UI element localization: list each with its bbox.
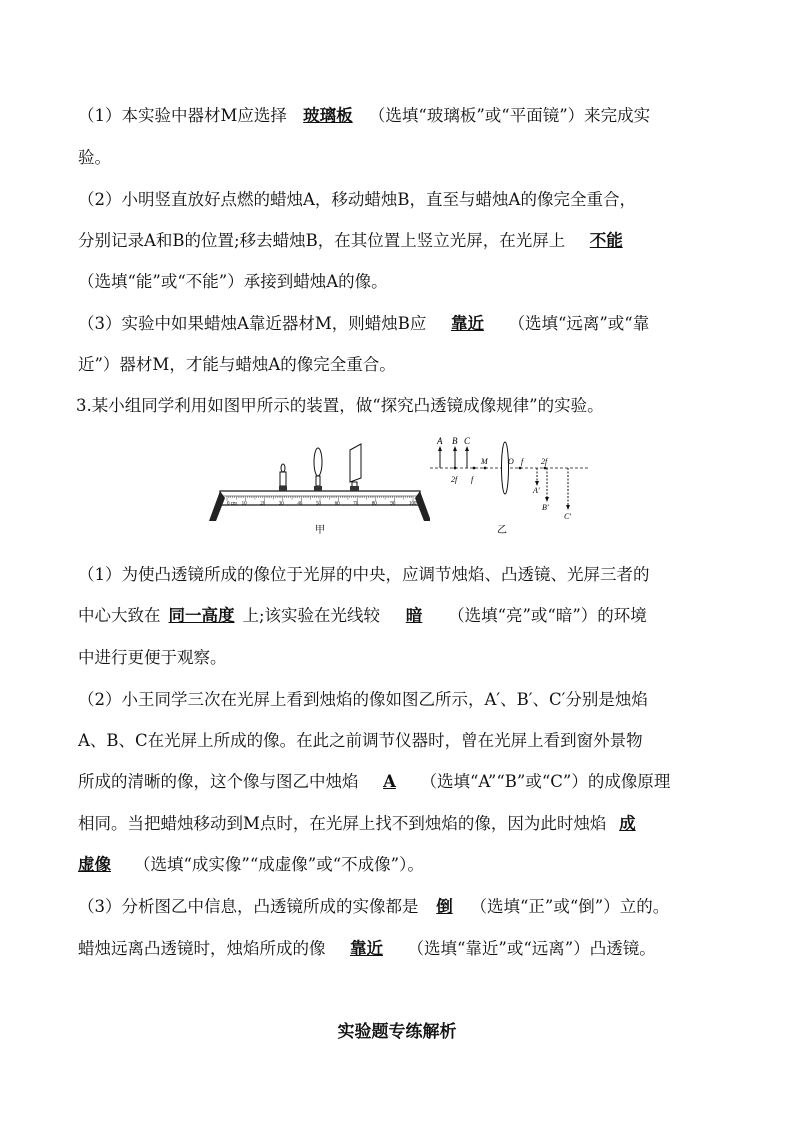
label-2f-right: 2f (541, 457, 548, 466)
convex-lens-icon (314, 448, 322, 491)
text: （选填“靠近”或“远离”）凸透镜。 (407, 939, 656, 958)
q3-p3-line1 (78, 895, 669, 919)
q3-p2-line1: （2）小王同学三次在光屏上看到烛焰的像如图乙所示，A′、B′、C′分别是烛焰 (78, 690, 648, 709)
answer-blank: 成 (619, 814, 636, 833)
section-title: 实验题专练解析 (337, 1022, 457, 1042)
text: 蜡烛远离凸透镜时，烛焰所成的像 (78, 939, 326, 958)
figure-ray-diagram (425, 436, 595, 536)
figure-optical-bench (205, 436, 430, 536)
q2-p2-line2 (78, 229, 647, 253)
text: （选填“远离”或“靠 (508, 314, 650, 333)
q3-stem: 3.某小组同学利用如图甲所示的装置，做“探究凸透镜成像规律”的实验。 (76, 396, 604, 415)
q3-p1-line1: （1）为使凸透镜所成的像位于光屏的中央，应调节烛焰、凸透镜、光屏三者的 (78, 565, 650, 584)
q2-p2-line1: （2）小明竖直放好点燃的蜡烛A，移动蜡烛B，直至与蜡烛A的像完全重合， (78, 190, 636, 209)
answer-blank: 靠近 (350, 939, 383, 958)
label-f-left: f (471, 475, 474, 484)
label-B-prime: B′ (542, 503, 549, 512)
text: （1）本实验中器材M应选择 (78, 106, 287, 125)
q3-p3-line2 (78, 937, 656, 961)
label-C: C (464, 436, 471, 446)
q3-p1-line2 (78, 604, 647, 628)
text: （选填“亮”或“暗”）的环境 (448, 606, 647, 625)
answer-blank: A (383, 772, 396, 791)
q2-p2-line3: （选填“能”或“不能”）承接到蜡烛A的像。 (78, 272, 388, 291)
ruler-tick-label: 60 (334, 501, 340, 507)
ruler-tick-label: 100 (409, 501, 417, 507)
q2-p1-line2: 验。 (78, 148, 111, 167)
text: （选填“A”“B”或“C”）的成像原理 (420, 772, 671, 791)
answer-blank: 靠近 (450, 314, 484, 333)
ruler-tick-label: 0 cm (227, 501, 237, 507)
answer-blank: 暗 (405, 606, 423, 625)
q2-p3-line2: 近”）器材M，才能与蜡烛A的像完全重合。 (78, 355, 396, 374)
ruler-tick-label: 20 (260, 501, 266, 507)
answer-blank: 玻璃板 (303, 106, 353, 125)
figure-caption-jia: 甲 (315, 525, 325, 536)
answer-blank: 同一高度 (168, 606, 235, 625)
q3-p2-line2: A、B、C在光屏上所成的像。在此之前调节仪器时，曾在光屏上看到窗外景物 (78, 731, 643, 750)
label-B: B (452, 436, 458, 446)
label-A: A (437, 436, 443, 446)
text: 所成的清晰的像，这个像与图乙中烛焰 (78, 772, 359, 791)
text: （3）实验中如果蜡烛A靠近器材M，则蜡烛B应 (78, 314, 427, 333)
ruler-tick-label: 80 (371, 501, 377, 507)
label-2f-left: 2f (451, 475, 458, 484)
q3-p2-line4 (78, 812, 648, 836)
q2-p1-line1 (78, 104, 650, 128)
text: 上;该实验在光线较 (242, 606, 381, 625)
ruler-tick-label: 70 (353, 501, 359, 507)
q3-p2-line5 (78, 853, 424, 877)
answer-blank: 虚像 (78, 855, 111, 874)
label-C-prime: C′ (564, 512, 572, 521)
q2-p3-line1 (78, 312, 649, 336)
ruler-tick-label: 50 (316, 501, 321, 507)
label-f-right: f (521, 457, 524, 466)
candle-icon (279, 464, 287, 491)
light-screen-icon (350, 444, 361, 491)
text: （选填“玻璃板”或“平面镜”）来完成实 (368, 106, 651, 125)
text: （选填“成实像”“成虚像”或“不成像”）。 (134, 855, 424, 874)
text: 相同。当把蜡烛移动到M点时，在光屏上找不到烛焰的像，因为此时烛焰 (78, 814, 607, 833)
text: 中心大致在 (78, 606, 161, 625)
ruler-tick-label: 30 (278, 501, 284, 507)
ruler-tick-label: 40 (297, 501, 303, 507)
answer-blank: 倒 (436, 897, 453, 916)
q3-p2-line3 (78, 770, 670, 794)
label-M: M (481, 457, 488, 466)
text: （3）分析图乙中信息，凸透镜所成的实像都是 (78, 897, 419, 916)
figure-caption-yi: 乙 (497, 525, 507, 536)
label-A-prime: A′ (533, 486, 540, 495)
answer-blank: 不能 (589, 231, 623, 250)
q3-p1-line3: 中进行更便于观察。 (78, 648, 227, 667)
text: 分别记录A和B的位置;移去蜡烛B，在其位置上竖立光屏，在光屏上 (78, 231, 566, 250)
ruler-tick-label: 90 (390, 501, 396, 507)
ruler-tick-label: 10 (241, 501, 247, 507)
text: （选填“正”或“倒”）立的。 (470, 897, 670, 916)
label-O: O (508, 457, 514, 466)
